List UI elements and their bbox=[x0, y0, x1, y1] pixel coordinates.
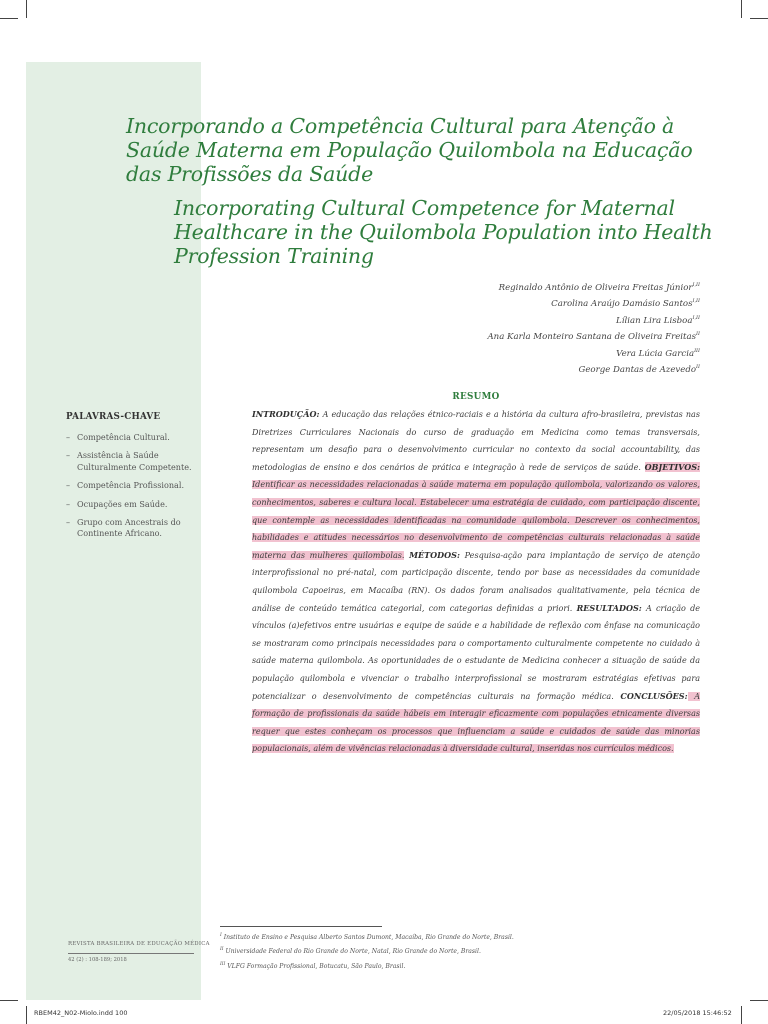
author: Reginaldo Antônio de Oliveira Freitas Júnior$^{I,II}$ bbox=[498, 282, 700, 293]
footnote: $^{II}$ Universidade Federal do Rio Grande do Norte, Natal, Rio Grande do Norte, Brasil. bbox=[220, 947, 481, 956]
keywords-heading: PALAVRAS-CHAVE bbox=[66, 412, 161, 422]
crop-mark bbox=[26, 1006, 27, 1024]
keyword-item: – Grupo com Ancestrais do Continente Africano. bbox=[66, 517, 196, 540]
abstract-body bbox=[252, 406, 700, 758]
footnote-rule bbox=[220, 926, 382, 927]
keyword-item: – Competência Cultural. bbox=[66, 432, 196, 443]
section-text-metodos: Pesquisa-ação para implantação de serviço de atenção interprofissional no pré-natal, com participação discente, tendo por base as necessidades da comunidade quilombola Capoeiras, em Macaíba (RN). Os dados foram analisados qualitativamente, pela técnica de análise de conteúdo temática categorial, com categorias definidas a priori. bbox=[252, 550, 700, 613]
section-label-introducao: INTRODUÇÃO: bbox=[252, 409, 320, 419]
keyword-item: – Assistência à Saúde Culturalmente Competente. bbox=[66, 450, 196, 473]
section-label-resultados: RESULTADOS: bbox=[576, 602, 642, 613]
author: Carolina Araújo Damásio Santos$^{I,II}$ bbox=[551, 298, 700, 310]
section-text-resultados: A criação de vínculos (a)efetivos entre usuárias e equipe de saúde e a habilidade de reflexão com ênfase na comunicação se mostraram como principais necessidades para o comportamento culturalmente competente no cuidado à saúde materna quilombola. As oportunidades de o estudante de Medicina conhecer a situação de saúde da população quilombola e vivenciar o trabalho interprofissional se mostraram estratégias efetivas para potencializar o desenvolvimento de competências culturais na formação médica. bbox=[252, 603, 700, 701]
title-portuguese: Incorporando a Competência Cultural para Atenção à Saúde Materna em População Quilombola na Educação das Profissões da Saúde bbox=[126, 114, 693, 186]
journal-rule bbox=[68, 953, 194, 954]
section-label-conclusoes: CONCLUSÕES: bbox=[620, 690, 688, 701]
print-slug-date: 22/05/2018 15:46:52 bbox=[663, 1009, 732, 1017]
author: Ana Karla Monteiro Santana de Oliveira Freitas$^{II}$ bbox=[487, 331, 700, 343]
abstract-heading: RESUMO bbox=[452, 392, 500, 402]
section-text-objetivos: Identificar as necessidades relacionadas à saúde materna em população quilombola, valorizando os valores, conhecimentos, saberes e cultura local. Estabelecer uma estratégia de cuidado, com participação discente, que contemple as necessidades identificadas na comunidade quilombola. Descrever os conhecimentos, habilidades e atitudes necessários no desenvolvimento de competências culturais relacionadas à saúde materna das mulheres quilombolas. bbox=[252, 480, 700, 560]
footnote: $^I$ Instituto de Ensino e Pesquisa Alberto Santos Dumont, Macaíba, Rio Grande do Norte, Brasil. bbox=[220, 933, 514, 942]
section-text-introducao: A educação das relações étnico-raciais e a história da cultura afro-brasileira, previstas nas Diretrizes Curriculares Nacionais do curso de graduação em Medicina como temas transversais, representam um desafio para o desenvolvimento curricular no contexto da social accountability, das metodologias de ensino e dos cenários de prática e integração à rede de serviços de saúde. bbox=[252, 410, 700, 472]
footnotes bbox=[220, 930, 514, 973]
keywords-list bbox=[66, 432, 196, 547]
author: George Dantas de Azevedo$^{II}$ bbox=[578, 364, 700, 376]
section-label-objetivos: OBJETIVOS: bbox=[644, 461, 700, 472]
author: Lílian Lira Lisboa$^{I,II}$ bbox=[616, 314, 700, 326]
journal-name: REVISTA BRASILEIRA DE EDUCAÇÃO MÉDICA bbox=[68, 941, 210, 947]
author: Vera Lúcia Garcia$^{III}$ bbox=[616, 347, 700, 359]
crop-mark bbox=[26, 0, 27, 18]
crop-mark bbox=[0, 1000, 18, 1001]
section-label-metodos: MÉTODOS: bbox=[409, 549, 460, 560]
keyword-item: – Ocupações em Saúde. bbox=[66, 499, 196, 510]
journal-volume: 42 (2) : 108-189; 2018 bbox=[68, 957, 127, 963]
title-english: Incorporating Cultural Competence for Maternal Healthcare in the Quilombola Population into Health Profession Training bbox=[174, 196, 713, 268]
section-text-conclusoes: A formação de profissionais da saúde hábeis em interagir eficazmente com populações etnicamente diversas requer que estes conheçam os processos que influenciam a saúde e cuidados de saúde das minorias populacionais, além de vivências relacionadas à diversidade cultural, inseridas nos currículos médicos. bbox=[252, 691, 701, 754]
print-slug-file: RBEM42_N02-Miolo.indd 100 bbox=[34, 1009, 128, 1017]
crop-mark bbox=[750, 18, 768, 19]
author-list bbox=[487, 279, 700, 378]
crop-mark bbox=[750, 1000, 768, 1001]
crop-mark bbox=[0, 18, 18, 19]
crop-mark bbox=[741, 0, 742, 18]
keyword-item: – Competência Profissional. bbox=[66, 480, 196, 491]
crop-mark bbox=[741, 1006, 742, 1024]
footnote: $^{III}$ VLFG Formação Profissional, Botucatu, São Paulo, Brasil. bbox=[220, 961, 406, 970]
